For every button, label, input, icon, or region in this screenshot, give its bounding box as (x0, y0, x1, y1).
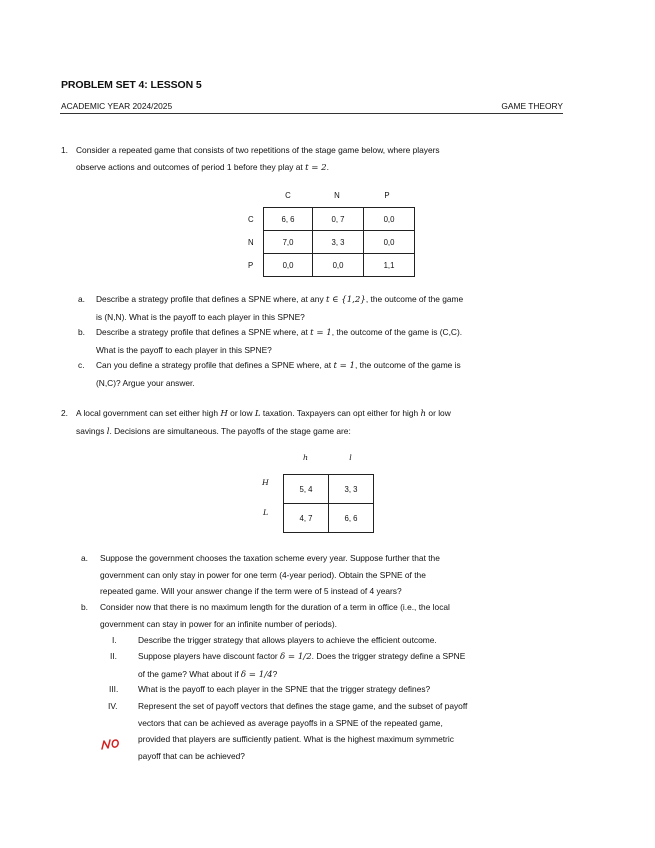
q2-intro-line2: savings l. Decisions are simultaneous. The payoffs of the stage game are: (76, 425, 351, 437)
q2-iv-text (138, 698, 564, 764)
q1-c-label: c. (78, 360, 85, 370)
q2-a-line3: repeated game. Will your answer change if the term were of 5 instead of 4 years? (100, 586, 402, 596)
q1-row-header: C (248, 215, 254, 224)
handwritten-stroke (102, 740, 110, 749)
q2-b-line1: Consider now that there is no maximum length for the duration of a term in office (i.e., the local (100, 602, 450, 612)
q2-cell: 5, 4 (284, 475, 329, 504)
q1-col-header: C (285, 191, 291, 200)
q2-ii-text (138, 648, 564, 683)
q1-intro-line2: observe actions and outcomes of period 1 before they play at t = 2. (76, 161, 329, 173)
q2-ii-line1: Suppose players have discount factor δ = 1/2. Does the trigger strategy define a SPNE (138, 651, 466, 662)
q2-i-text (138, 632, 564, 649)
q2-row-header: H (262, 478, 269, 487)
q1-number: 1. (61, 145, 68, 155)
q2-cell: 6, 6 (329, 504, 374, 533)
q2-iii-label: III. (109, 684, 119, 694)
q1-row-header: N (248, 238, 254, 247)
q2-a-label: a. (81, 553, 88, 563)
q2-matrix-table (283, 474, 374, 533)
q2-iv-line1: Represent the set of payoff vectors that defines the stage game, and the subset of payoff (138, 701, 468, 711)
q1-cell: 7,0 (264, 231, 313, 254)
q1-a-label: a. (78, 294, 85, 304)
q2-col-header: l (349, 453, 352, 462)
q1-cell: 6, 6 (264, 208, 313, 231)
q1-b-line2: What is the payoff to each player in this SPNE? (96, 344, 272, 355)
q2-ii-label: II. (110, 651, 117, 661)
q2-cell: 3, 3 (329, 475, 374, 504)
q1-matrix-table (263, 207, 415, 277)
q1-cell: 0,0 (264, 254, 313, 277)
q2-row-header: L (263, 508, 269, 517)
q1-col-header: N (334, 191, 340, 200)
q1-c-text (96, 357, 564, 391)
header-rule (60, 113, 563, 114)
q2-b-line2: government can stay in power for an infinite number of periods). (100, 618, 337, 629)
q2-b-label: b. (81, 602, 88, 612)
q1-cell: 0,0 (364, 208, 415, 231)
q1-c-line1: Can you define a strategy profile that defines a SPNE where, at t = 1, the outcome of the game is (96, 360, 461, 371)
q2-iv-line3: provided that players are sufficiently patient. What is the highest maximum symmetric (138, 734, 454, 744)
q2-iv-line2: vectors that can be achieved as average payoffs in a SPNE of the repeated game, (138, 717, 443, 728)
q1-a-line2: is (N,N). What is the payoff to each player in this SPNE? (96, 311, 305, 322)
q2-i-label: I. (112, 635, 117, 645)
course-name: GAME THEORY (501, 101, 563, 111)
problem-set-title: PROBLEM SET 4: LESSON 5 (61, 79, 202, 91)
q2-a-line1: Suppose the government chooses the taxation scheme every year. Suppose further that the (100, 553, 440, 563)
q2-intro (76, 405, 564, 440)
q2-iii-text (138, 681, 564, 698)
q1-a-line1: Describe a strategy profile that defines a SPNE where, at any t ∈ {1,2}, the outcome of the game (96, 294, 464, 305)
q2-iv-label: IV. (108, 701, 118, 711)
q1-b-label: b. (78, 327, 85, 337)
q2-cell: 4, 7 (284, 504, 329, 533)
q1-col-header: P (384, 191, 390, 200)
q2-b-text (100, 599, 564, 632)
q2-i-line1: Describe the trigger strategy that allows players to achieve the efficient outcome. (138, 635, 437, 645)
q1-cell: 0,0 (364, 231, 415, 254)
q2-number: 2. (61, 408, 68, 418)
q1-b-text (96, 324, 564, 358)
q1-intro-line1: Consider a repeated game that consists of two repetitions of the stage game below, where players (76, 145, 440, 155)
q2-a-text (100, 550, 564, 600)
q1-b-line1: Describe a strategy profile that defines a SPNE where, at t = 1, the outcome of the game is (C,C). (96, 327, 463, 338)
q1-cell: 3, 3 (313, 231, 364, 254)
q1-a-text (96, 291, 564, 325)
q1-cell: 0,0 (313, 254, 364, 277)
q2-ii-line2: of the game? What about if δ = 1/4? (138, 668, 278, 680)
q1-row-header: P (248, 261, 254, 270)
q1-c-line2: (N,C)? Argue your answer. (96, 377, 195, 388)
q2-col-header: h (302, 453, 309, 462)
handwritten-stroke (112, 740, 118, 747)
q1-cell: 1,1 (364, 254, 415, 277)
q1-intro (76, 142, 564, 176)
q2-iv-line4: payoff that can be achieved? (138, 750, 245, 761)
q1-cell: 0, 7 (313, 208, 364, 231)
q2-intro-line1: A local government can set either high H or low L taxation. Taxpayers can opt either for high h or low (76, 408, 451, 419)
q2-a-line2: government can only stay in power for one term (4-year period). Obtain the SPNE of the (100, 569, 426, 580)
academic-year: ACADEMIC YEAR 2024/2025 (61, 101, 173, 111)
q2-iii-line1: What is the payoff to each player in the SPNE that the trigger strategy defines? (138, 684, 431, 694)
handwritten-mark (100, 737, 122, 751)
